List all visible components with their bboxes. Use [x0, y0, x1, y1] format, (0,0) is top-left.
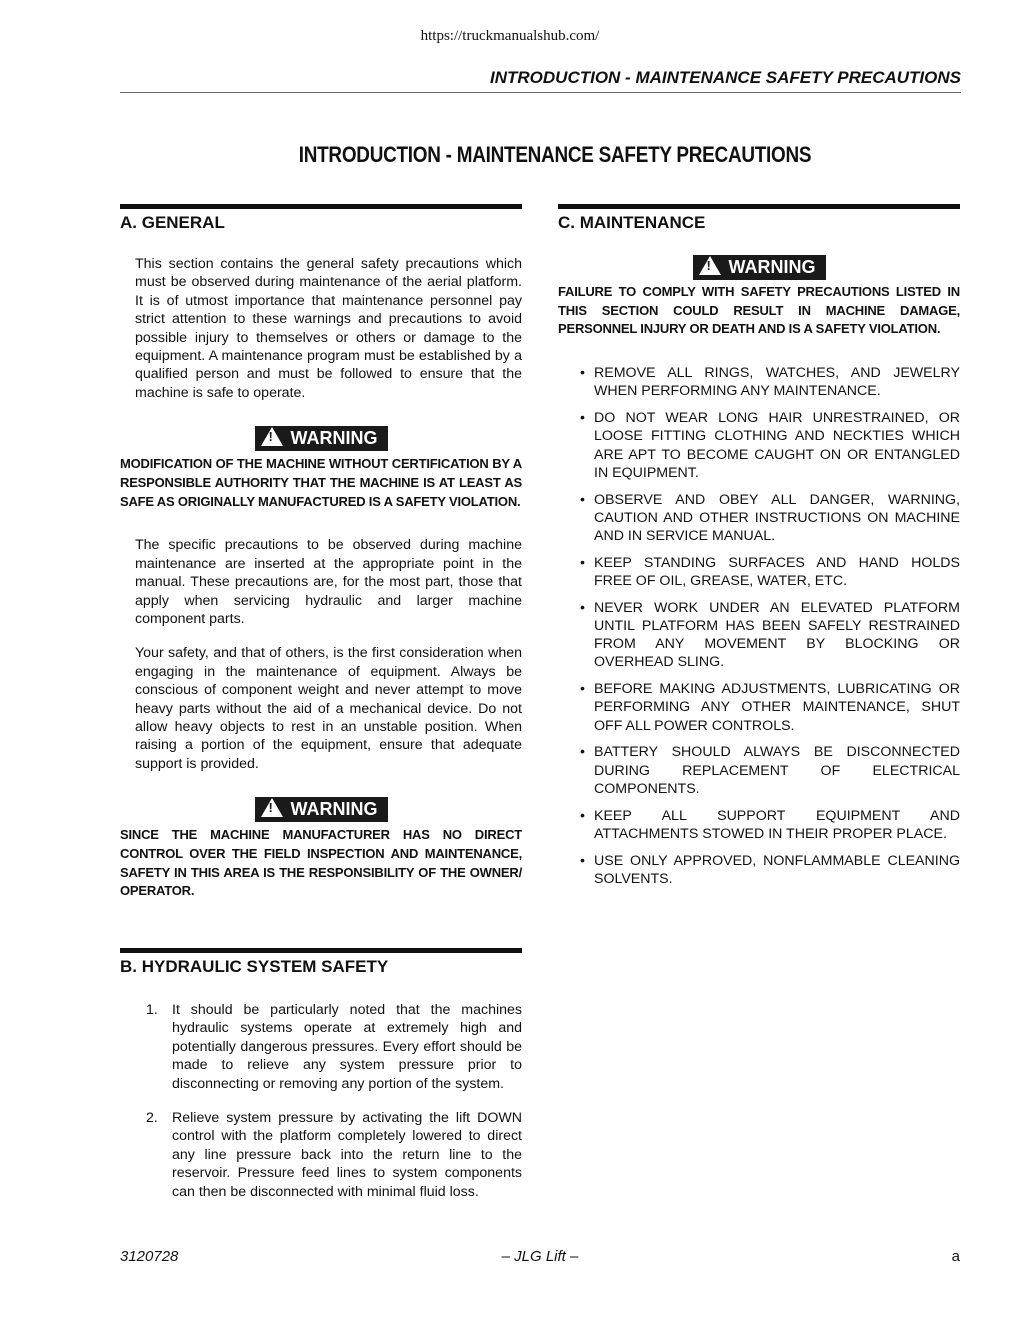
list-item-text: BEFORE MAKING ADJUSTMENTS, LUBRICATING OR PERFORMING ANY OTHER MAINTENANCE, SHUT OFF ALL POWER CONTROLS.	[594, 681, 960, 734]
section-heading-hydraulic: B. HYDRAULIC SYSTEM SAFETY	[120, 948, 522, 987]
warning-triangle-icon	[261, 427, 283, 446]
general-paragraph-3: Your safety, and that of others, is the first consideration when engaging in the maintenance of equipment. Always be conscious of component weight and never attempt to move heavy parts without the aid of a mechanical device. Do not allow heavy objects to rest in an unstable position. When raising a portion of the equipment, ensure that adequate support is provided.	[135, 645, 522, 772]
footer-doc-number: 3120728	[120, 1248, 179, 1265]
list-item: • USE ONLY APPROVED, NONFLAMMABLE CLEANING SOLVENTS.	[580, 852, 960, 887]
hydraulic-numbered-list	[120, 1001, 522, 1201]
list-item-text: It should be particularly noted that the machines hydraulic systems operate at extremely high and potentially dangerous pressures. Every effort should be made to relieve any system pressure prior to disconnecting or removing any portion of the system.	[172, 1002, 522, 1092]
list-item-text: KEEP STANDING SURFACES AND HAND HOLDS FREE OF OIL, GREASE, WATER, ETC.	[594, 554, 960, 589]
warning-badge	[255, 426, 388, 451]
list-item: • OBSERVE AND OBEY ALL DANGER, WARNING, CAUTION AND OTHER INSTRUCTIONS ON MACHINE AND IN SERVICE MANUAL.	[580, 491, 960, 544]
section-heading-maintenance: C. MAINTENANCE	[558, 204, 960, 243]
section-heading-general: A. GENERAL	[120, 204, 522, 243]
running-header-title: INTRODUCTION - MAINTENANCE SAFETY PRECAUTIONS	[120, 68, 961, 93]
warning-label: WARNING	[290, 799, 378, 820]
list-item-number: 1.	[146, 1002, 158, 1018]
list-item	[120, 1109, 522, 1201]
source-url[interactable]: https://truckmanualshub.com/	[420, 28, 600, 44]
warning-box-1	[120, 426, 522, 451]
section-hydraulic-safety	[120, 948, 522, 1217]
list-item-text: DO NOT WEAR LONG HAIR UNRESTRAINED, OR LOOSE FITTING CLOTHING AND NECKTIES WHICH ARE APT TO BECOME CAUGHT ON OR ENTANGLED IN EQUIPMENT.	[594, 410, 960, 481]
warning-box-2	[120, 797, 522, 822]
list-item	[120, 1001, 522, 1093]
footer-page-number: a	[951, 1248, 960, 1265]
list-item-text: REMOVE ALL RINGS, WATCHES, AND JEWELRY WHEN PERFORMING ANY MAINTENANCE.	[594, 365, 960, 400]
warning-label: WARNING	[728, 257, 816, 277]
warning-text-failure-to-comply: FAILURE TO COMPLY WITH SAFETY PRECAUTIONS LISTED IN THIS SECTION COULD RESULT IN MACHINE DAMAGE, PERSONNEL INJURY OR DEATH AND IS A SAFETY VIOLATION.	[558, 284, 960, 337]
warning-text-modification: MODIFICATION OF THE MACHINE WITHOUT CERTIFICATION BY A RESPONSIBLE AUTHORITY THAT THE MACHINE IS AT LEAST AS SAFE AS ORIGINALLY MANUFACTURED IS A SAFETY VIOLATION.	[120, 456, 522, 509]
list-item: • BATTERY SHOULD ALWAYS BE DISCONNECTED DURING REPLACEMENT OF ELECTRICAL COMPONENTS.	[580, 744, 960, 797]
general-intro-paragraph: This section contains the general safety precautions which must be observed during maintenance of the aerial platform. It is of utmost importance that maintenance personnel pay strict attention to these warnings and precautions to avoid possible injury to themselves or others or damage to the equipment. A maintenance program must be established by a qualified person and must be followed to ensure that the machine is safe to operate.	[135, 256, 522, 401]
list-item-text: Relieve system pressure by activating the lift DOWN control with the platform completely lowered to direct any line pressure back into the return line to the reservoir. Pressure feed lines to system components can then be disconnected with minimal fluid loss.	[172, 1110, 522, 1200]
list-item: • REMOVE ALL RINGS, WATCHES, AND JEWELRY WHEN PERFORMING ANY MAINTENANCE.	[580, 365, 960, 400]
list-item-text: KEEP ALL SUPPORT EQUIPMENT AND ATTACHMENTS STOWED IN THEIR PROPER PLACE.	[594, 807, 960, 842]
warning-triangle-icon	[261, 798, 283, 817]
general-paragraph-2: The specific precautions to be observed during machine maintenance are inserted at the appropriate point in the manual. These precautions are, for the most part, those that apply when servicing hydraulic and larger machine component parts.	[135, 537, 522, 627]
list-item: • NEVER WORK UNDER AN ELEVATED PLATFORM UNTIL PLATFORM HAS BEEN SAFELY RESTRAINED FROM ANY MOVEMENT BY BLOCKING OR OVERHEAD SLING.	[580, 599, 960, 671]
list-item-text: OBSERVE AND OBEY ALL DANGER, WARNING, CAUTION AND OTHER INSTRUCTIONS ON MACHINE AND IN SERVICE MANUAL.	[594, 491, 960, 544]
maintenance-bullet-list	[558, 364, 960, 888]
warning-text-owner-responsibility: SINCE THE MACHINE MANUFACTURER HAS NO DIRECT CONTROL OVER THE FIELD INSPECTION AND MAINTENANCE, SAFETY IN THIS AREA IS THE RESPONSIBILITY OF THE OWNER/ OPERATOR.	[120, 827, 522, 899]
warning-badge	[693, 255, 826, 280]
list-item-number: 2.	[146, 1110, 158, 1127]
warning-label: WARNING	[290, 428, 378, 449]
warning-badge	[255, 797, 388, 822]
list-item: • DO NOT WEAR LONG HAIR UNRESTRAINED, OR LOOSE FITTING CLOTHING AND NECKTIES WHICH ARE APT TO BECOME CAUGHT ON OR ENTANGLED IN EQUIPMENT.	[580, 410, 960, 481]
section-general	[120, 204, 522, 901]
list-item: • KEEP STANDING SURFACES AND HAND HOLDS FREE OF OIL, GREASE, WATER, ETC.	[580, 554, 960, 589]
list-item: • KEEP ALL SUPPORT EQUIPMENT AND ATTACHMENTS STOWED IN THEIR PROPER PLACE.	[580, 807, 960, 842]
footer-brand: – JLG Lift –	[501, 1248, 579, 1265]
list-item-text: USE ONLY APPROVED, NONFLAMMABLE CLEANING SOLVENTS.	[594, 852, 960, 887]
warning-triangle-icon	[699, 256, 721, 275]
section-maintenance	[558, 204, 960, 897]
warning-box-3	[558, 255, 960, 280]
list-item: • BEFORE MAKING ADJUSTMENTS, LUBRICATING OR PERFORMING ANY OTHER MAINTENANCE, SHUT OFF ALL POWER CONTROLS.	[580, 681, 960, 734]
list-item-text: BATTERY SHOULD ALWAYS BE DISCONNECTED DURING REPLACEMENT OF ELECTRICAL COMPONENTS.	[594, 744, 960, 797]
page-title: INTRODUCTION - MAINTENANCE SAFETY PRECAUTIONS	[298, 142, 812, 167]
list-item-text: NEVER WORK UNDER AN ELEVATED PLATFORM UNTIL PLATFORM HAS BEEN SAFELY RESTRAINED FROM ANY MOVEMENT BY BLOCKING OR OVERHEAD SLING.	[594, 599, 960, 671]
